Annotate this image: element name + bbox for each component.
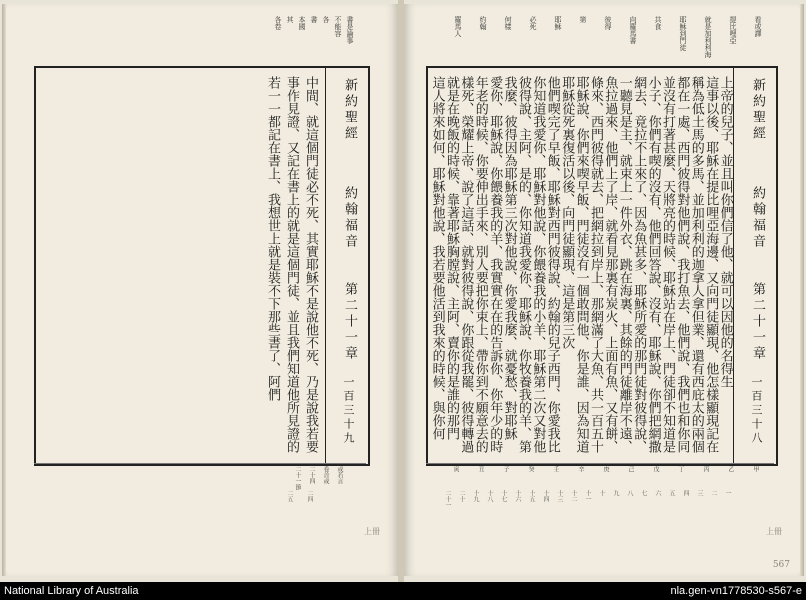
text-column: 耶穌說、你們來喫早飯、門徒沒有一個敢問他、你是誰、因為知道 xyxy=(573,76,589,453)
text-column: 就是在晚飯的時候、靠著耶穌胸膛說、主阿、賣你的是誰的那門 xyxy=(444,76,459,440)
top-note: 第 xyxy=(579,16,587,23)
text-column: 彼得說、主阿、是的、你知道我愛你、耶穌說、你牧養我的羊、第 xyxy=(516,76,531,453)
right-book-name: 約翰福音 xyxy=(750,186,765,250)
text-column: 小子、你們有喫的沒有、他們回答說、沒有、耶穌說、你們把網撒 xyxy=(645,76,661,453)
footer-bar xyxy=(0,582,806,600)
verse-number: 十七 xyxy=(500,490,507,502)
footnote: 甲 xyxy=(752,466,759,472)
text-column: 我麼、彼得因為耶穌第三次對他說、你愛我麼、就憂愁、對耶穌 xyxy=(501,76,517,440)
right-text-frame xyxy=(426,66,778,466)
verse-number: 十五 xyxy=(528,490,535,502)
text-column: 一聽見是主、就束上一件外衣、跳在海裏、其餘的門徒離岸不遠、 xyxy=(616,76,632,453)
right-chapter: 第二十一章 xyxy=(750,282,765,362)
top-note: 耶穌到門徒 xyxy=(679,16,687,51)
footnote: 子 xyxy=(502,466,509,472)
text-column: 中間、就這個門徒必不死、其實耶穌不是說他不死、乃是說我若要 xyxy=(303,76,318,453)
verse-number: 二五 xyxy=(286,490,293,502)
left-text-columns xyxy=(36,68,326,464)
left-footnote-rule xyxy=(34,463,366,464)
footnote: 己 xyxy=(627,466,634,472)
left-book-title: 新約聖經 xyxy=(342,78,357,142)
verse-number: 四 xyxy=(682,490,689,496)
top-note: 何樣 xyxy=(504,16,512,30)
library-name: National Library of Australia xyxy=(4,585,139,597)
left-book-name: 約翰福音 xyxy=(342,186,357,250)
right-footnotes xyxy=(426,466,774,510)
verse-number: 一 xyxy=(724,490,731,496)
verse-number: 十六 xyxy=(514,490,521,502)
footnote: 或若言 xyxy=(336,466,343,484)
top-note: 各卷 xyxy=(274,16,282,30)
footnote: 庚 xyxy=(602,466,609,472)
text-column: 愛你、耶穌說、你餵養我的羊、我實實在在的告訴你、你年少的時 xyxy=(487,76,503,453)
verse-number: 七 xyxy=(640,490,647,496)
text-column: 他們喫完了早飯、耶穌對西門彼得說、約翰的兒子西門、你愛我比 xyxy=(544,76,560,453)
scan-page-mark: 567 xyxy=(772,560,790,570)
right-volume: 上冊 xyxy=(766,527,782,536)
top-note: 本國 xyxy=(298,16,306,30)
top-note: 不能容 xyxy=(334,16,342,37)
verse-number: 十 xyxy=(598,490,605,496)
top-note: 提比哩亞 xyxy=(729,16,737,44)
right-book-column xyxy=(733,68,776,464)
verse-number: 八 xyxy=(626,490,633,496)
top-note: 必死 xyxy=(529,16,537,30)
verse-number: 十一 xyxy=(584,490,591,502)
text-column: 稱為低土馬的多馬、並加利利的迦拿人拿但業、還有西庇太的兩個 xyxy=(688,76,704,453)
verse-number: 十八 xyxy=(486,490,493,502)
top-note: 羅馬人 xyxy=(454,16,462,37)
verse-number: 六 xyxy=(654,490,661,496)
right-book-title: 新約聖經 xyxy=(750,78,765,142)
footnote: 丁 xyxy=(677,466,684,472)
footnote: 寅 xyxy=(452,466,459,472)
text-column: 事作見證、又記在書上的就是這個門徒、並且我們知道他所見證的 xyxy=(284,76,299,453)
verse-number: 十三 xyxy=(556,490,563,502)
top-note: 其 xyxy=(286,16,294,23)
left-volume: 上冊 xyxy=(364,527,380,536)
verse-number: 三 xyxy=(696,490,703,496)
left-text-frame xyxy=(34,66,370,466)
right-page xyxy=(404,4,800,576)
text-column: 魚拉過來、他們上了岸、就看見那裏有炭火、上面有魚、又有餅、 xyxy=(602,76,618,453)
text-column: 樣死、榮耀上帝、說了這話、就對彼得說、你跟從我罷、彼得轉過 xyxy=(458,76,474,453)
text-column: 上帝的兒子、並且叫你們信了他、就可以因他的名得生 xyxy=(717,76,733,388)
verse-number: 二十 xyxy=(458,490,465,502)
text-column: 你知道我愛你、耶穌對他說、你餵養我的小羊、耶穌第二次又對他 xyxy=(530,76,546,453)
top-note: 看或譯 xyxy=(754,16,762,37)
verse-number: 二 xyxy=(710,490,717,496)
top-note: 向羅馬書 xyxy=(629,16,637,44)
footnote: 辛 xyxy=(577,466,584,472)
top-note: 約翰 xyxy=(479,16,487,30)
left-top-notes xyxy=(34,16,366,62)
top-note: 就是加利利海 xyxy=(704,16,712,58)
footnote: 二十四 xyxy=(308,466,315,484)
top-note: 共食 xyxy=(654,16,662,30)
footnote: 乙 xyxy=(727,466,734,472)
item-identifier: nla.gen-vn1778530-s567-e xyxy=(670,585,802,597)
verse-number: 五 xyxy=(668,490,675,496)
footnote: 癸 xyxy=(527,466,534,472)
text-column: 都在一處、西門彼得對他們說、我打魚去、他們說、我們也和你同 xyxy=(674,76,690,453)
text-column: 並沒有打著甚麼、天將亮的時候、耶穌站在岸上、門徒卻不知道是 xyxy=(660,76,675,453)
left-footnotes xyxy=(34,466,366,510)
top-note: 書是論事 xyxy=(346,16,354,44)
top-note: 耶穌 xyxy=(554,16,562,30)
verse-number: 十四 xyxy=(542,490,549,502)
text-column: 若一一都記在書上、我想世上就是裝不下那些書了、阿們 xyxy=(265,76,280,401)
text-column: 條來、西門彼得就去、把網拉到岸上、那網滿了大魚、共一百五十 xyxy=(588,76,603,453)
footnote: 戊 xyxy=(652,466,659,472)
top-note: 書 xyxy=(310,16,318,23)
right-page-number: 一百三十八 xyxy=(750,376,763,446)
top-note: 各 xyxy=(322,16,330,23)
right-top-notes xyxy=(426,16,774,62)
right-text-columns xyxy=(428,68,734,464)
text-column: 耶穌從死裏復活以後、向門徒顯現、這是第三次 xyxy=(559,76,575,349)
verse-number: 二四 xyxy=(306,490,313,502)
footnote: 丑 xyxy=(477,466,484,472)
footnote: 卷首或 xyxy=(322,466,329,484)
verse-number: 二十一 xyxy=(444,490,451,508)
footnote: 二十一節 xyxy=(294,466,301,490)
verse-number: 十二 xyxy=(570,490,577,502)
verse-number: 九 xyxy=(612,490,619,496)
text-column: 網去、竟拉不上來了、因為魚甚多、耶穌所愛的那門徒對彼得說、 xyxy=(631,76,647,453)
right-footnote-rule xyxy=(426,463,774,464)
left-page xyxy=(6,4,398,576)
left-book-column xyxy=(325,68,368,464)
left-page-number: 一百三十九 xyxy=(342,376,355,446)
right-page-edge xyxy=(800,4,804,576)
text-column: 年老的時候、你要伸出手來、別人要把你束上、帶你到不願意去的 xyxy=(472,76,488,453)
text-column: 這事以後、耶穌在提比哩亞海邊、又向門徒顯現、他怎樣顯現記在 xyxy=(703,76,719,453)
footnote: 丙 xyxy=(702,466,709,472)
text-column: 這人將來如何、耶穌對他說、我若要他活到我來的時候、與你何 xyxy=(429,76,445,440)
verse-number: 十九 xyxy=(472,490,479,502)
left-chapter: 第二十一章 xyxy=(342,282,357,362)
top-note: 彼得 xyxy=(604,16,612,30)
footnote: 壬 xyxy=(552,466,559,472)
